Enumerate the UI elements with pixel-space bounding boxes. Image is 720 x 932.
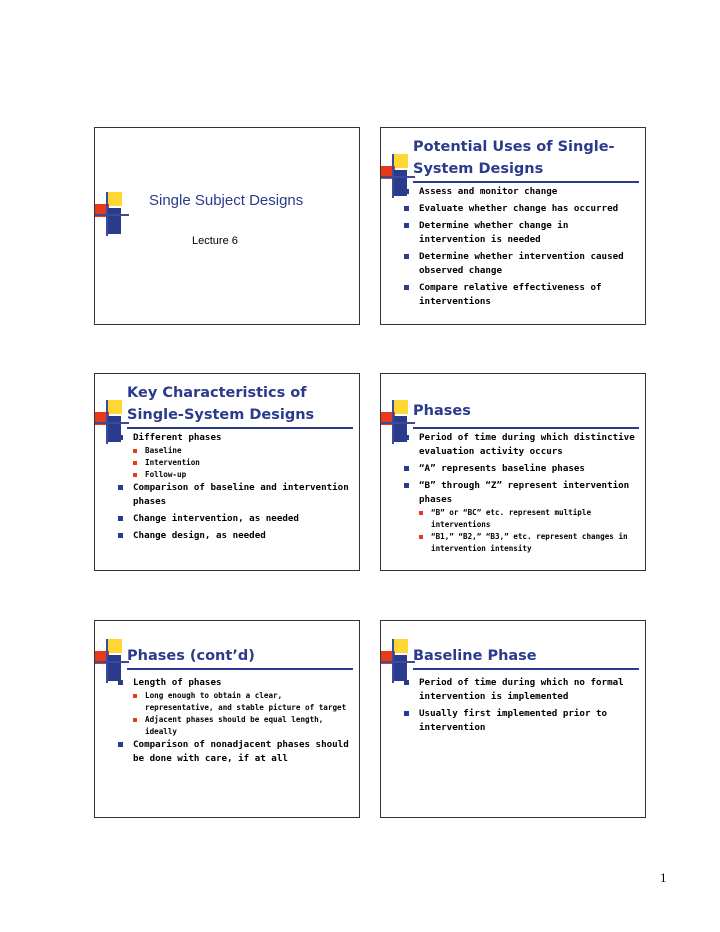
bullet: “B” through “Z” represent intervention phases (401, 479, 639, 507)
sub-bullet: Follow-up (115, 469, 353, 481)
bullet: Determine whether intervention caused observed change (401, 250, 639, 278)
slide-3-bullets (115, 431, 353, 543)
slide-2 (380, 127, 646, 325)
title-underline (127, 668, 353, 670)
slide-6 (380, 620, 646, 818)
sub-bullet: Long enough to obtain a clear, representative, and stable picture of target (115, 690, 353, 714)
bullet: “A” represents baseline phases (401, 462, 639, 476)
sub-bullet: Adjacent phases should be equal length, ideally (115, 714, 353, 738)
bullet: Period of time during which no formal intervention is implemented (401, 676, 639, 704)
sub-bullet: “B” or “BC” etc. represent multiple interventions (401, 507, 639, 531)
bullet: Determine whether change in intervention is needed (401, 219, 639, 247)
page-number: 1 (660, 870, 667, 885)
title-underline (413, 427, 639, 429)
slide-6-title: Baseline Phase (413, 648, 537, 664)
title-underline (413, 181, 639, 183)
slide-4-bullets (401, 431, 639, 555)
sub-bullet: “B1,” “B2,” “B3,” etc. represent changes in intervention intensity (401, 531, 639, 555)
sub-bullet: Baseline (115, 445, 353, 457)
bullet: Usually first implemented prior to intervention (401, 707, 639, 735)
slide-decoration (95, 192, 129, 236)
title-underline (127, 427, 353, 429)
bullet: Compare relative effectiveness of interventions (401, 281, 639, 309)
bullet: Period of time during which distinctive evaluation activity occurs (401, 431, 639, 459)
slide-3 (94, 373, 360, 571)
slide-2-title: Potential Uses of Single-System Designs (413, 139, 615, 177)
bullet: Evaluate whether change has occurred (401, 202, 639, 216)
slide-6-bullets (401, 676, 639, 735)
bullet: Different phases (115, 431, 353, 445)
bullet: Comparison of baseline and intervention phases (115, 481, 353, 509)
slide-3-title: Key Characteristics of Single-System Designs (127, 385, 315, 423)
slide-2-bullets (401, 185, 639, 309)
bullet: Assess and monitor change (401, 185, 639, 199)
sub-bullet: Intervention (115, 457, 353, 469)
slide-1 (94, 127, 360, 325)
title-underline (413, 668, 639, 670)
bullet: Change design, as needed (115, 529, 353, 543)
slide-1-subtitle: Lecture 6 (192, 235, 238, 247)
slide-5-bullets (115, 676, 353, 766)
slide-5 (94, 620, 360, 818)
slide-4 (380, 373, 646, 571)
slide-1-title: Single Subject Designs (149, 192, 304, 209)
bullet: Comparison of nonadjacent phases should be done with care, if at all (115, 738, 353, 766)
bullet: Change intervention, as needed (115, 512, 353, 526)
slide-4-title: Phases (413, 403, 471, 419)
slide-5-title: Phases (cont’d) (127, 648, 255, 664)
bullet: Length of phases (115, 676, 353, 690)
